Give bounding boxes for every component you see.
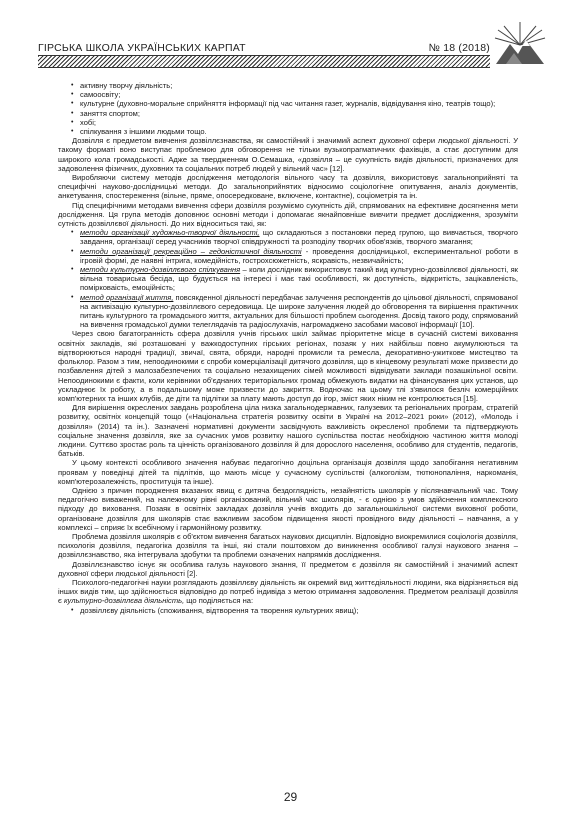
list-item: • заняття спортом; bbox=[71, 109, 518, 118]
header-hatch-rule bbox=[38, 55, 490, 68]
paragraph: Проблема дозвілля школярів є об'єктом вивчення багатьох наукових дисциплін. Відповідно виокремилися соціологія дозвілля, психологія дозвілля, педагогіка дозвілля та інші, які стали поштовхом до виникнення особливої галузі наукового знання – дозвіллєзнавство, яка інтегрувала здобутки та проблеми означених напрямків дослідження. bbox=[58, 531, 518, 560]
leisure-activities-list bbox=[58, 81, 518, 136]
list-item: • хобі; bbox=[71, 118, 518, 127]
paragraph: Для вирішення окреслених завдань розроблена ціла низка загальнодержавних, галузевих та регіональних програм, стратегій розвитку, освітніх концепцій тощо («Національна стратегія розвитку освіти в Україні на 2012–2021 роки» (2012), «Молодь і дозвілля» (2014) та ін.). Зазначені нормативні документи засвідчують важливість окресленої проблеми та підтверджують соціальне значення дозвілля, яке за сучасних умов розвитку нашого суспільства постає необхідною частиною життя молоді людини. Суттєво зростає роль та цінність організованого дозвілля й для дорослого населення, особливо для студентів, педагогів, батьків. bbox=[58, 403, 518, 459]
method-term: методи організації художньо-творчої діяльності, bbox=[80, 228, 260, 238]
paragraph-text: що поділяється на: bbox=[184, 596, 254, 606]
list-item: • культурне (духовно-моральне сприйняття інформації під час читання газет, журналів, відвідування кіно, театрів тощо); bbox=[71, 99, 518, 108]
leisure-types-list bbox=[58, 606, 518, 615]
methods-list bbox=[58, 228, 518, 329]
journal-title: ГІРСЬКА ШКОЛА УКРАЇНСЬКИХ КАРПАТ bbox=[38, 42, 246, 54]
list-item: • спілкування з іншими людьми тощо. bbox=[71, 127, 518, 136]
list-item bbox=[71, 293, 518, 330]
paragraph-text: Психолого-педагогічні науки розглядають дозвіллєву діяльність як окремий вид життєдіяльності людини, яка відрізняється від інших видів тим, що здійснюється відповідно до потреб індивіда з метою отримання задоволення. Предметом реалізації дозвілля є bbox=[58, 577, 518, 606]
method-text: - проведення дослідницької, експериментальної роботи в ігровій формі, де наявні інтрига, комедійність, гострохсюжетність, яскравість, незвичайність; bbox=[80, 246, 518, 265]
list-item bbox=[71, 228, 518, 246]
paragraph: У цьому контексті особливого значення набуває педагогічно доцільна організація дозвілля щодо запобігання негативним проявам у поведінці дітей та підлітків, що мають місце у сучасному суспільстві (алкоголізм, тютюнопаління, наркоманія, комп'ютерозалежність, проституція та інше). bbox=[58, 458, 518, 486]
method-term: метод організації життя, bbox=[80, 292, 174, 302]
method-term: методи організації рекреаційно – гедоністичної діяльності bbox=[80, 246, 302, 256]
method-term: методи культурно-дозвіллєвого спілкування bbox=[80, 265, 241, 275]
method-text: повсякденної діяльності передбачає залучення респондентів до цільової діяльності, спрямованої на активізацію культурно-дозвіллєвого середовища. Це широке залучення людей до обговорення та вирішення практичних питань культурного та громадського життя, актуальних для більшості проблем сьогодення. Досвід такого роду, спрямований на вивчення громадської думки телеглядачів та радіослухачів, нагромаджено засобами масової інформації [10]. bbox=[80, 292, 518, 330]
method-text: що складаються з постановки перед групою, що вивчається, творчого завдання, організації серед учасників творчої співдружності та розподілу творчих обов'язків, творчого змагання; bbox=[80, 228, 519, 247]
list-item bbox=[71, 265, 518, 293]
paragraph: Однією з причин породження вказаних явищ є дитяча бездоглядність, незайнятість школярів у післянавчальний час. Тому педагогічно виважений, на належному рівні організований, вільний час школярів, - є однією з умов здійснення комплексного підходу до виховання. Позаяк в освітніх закладах дозвілля учнів входить до загальношкільної системи виховної роботи, організоване дозвілля для школярів стає важливим засобом підвищення якості провідного виду діяльності – навчання, а у комплексі – сприяє їх всебічному і гармонійному розвитку. bbox=[58, 485, 518, 532]
list-item bbox=[71, 247, 518, 265]
page-number: 29 bbox=[283, 790, 298, 804]
method-text: – коли дослідник використовує такий вид культурно-дозвіллєвої діяльності, як вільна товариська бесіда, що будується на інтересі і має такі особливості, як доступність, відкритість, зацікавленість, помірковаість, емоційність; bbox=[80, 265, 518, 293]
article-body bbox=[58, 81, 518, 615]
list-item: • самоосвіту; bbox=[71, 90, 518, 99]
paragraph: Виробляючи систему методів дослідження методологія вільного часу та дозвілля, використовує загальноприйняті та специфічні науково-дослідницькі методи. До загальноприйнятих відносимо соціологічне опитування, аналіз документів, анкетування, спостереження (вільне, пряме, опосередковане, включене, контактне), соціометрія та ін. bbox=[58, 173, 518, 201]
paragraph: Під специфічними методами вивчення сфери дозвілля розуміємо сукупність дій, спрямованих на ефективне досягнення мети дослідження. Ця група методів доповнює основні методи і допомагає якнайповніше вивчити предмет дослідження, зрозуміти сутність дозвіллєвої діяльності. До них відноситься такі, як: bbox=[58, 200, 518, 229]
paragraph bbox=[58, 578, 518, 606]
journal-logo-icon bbox=[492, 20, 548, 70]
list-item: • активну творчу діяльність; bbox=[71, 81, 518, 90]
paragraph: Через свою багатогранність сфера дозвілля учнів гірських шкіл займає пріоритетне місце в сучасній системі виховання освітніх закладів, які розташовані у важкодоступних гірських регіонах, позаяк у них найбільш повно акумулюються та відтворюються народні традиції, звичаї, свята, обряди, народні промисли та ремесла, декоративно-ужиткове мистецтво та фольклор. Разом з тим, непоодинокими є спроби комерціалізації дитячого дозвілля, що в кінцевому результаті може призвести до позбавлення дітей з малозабезпечених та соціально незахищених сімей можливості відвідувати заклади позашкільної освіти. Непоодинокими є факти, коли керівники об'єднаних територіальних громад обмежують видатки на фінансування цих установ, що ускладнює їх роботу, а в подальшому може призвести до закриття. Водночас на цьому тлі з'явилося безліч комерційних комп'ютерних та інших клубів, де діти та підлітки за плату мають доступ до ігор, зміст яких ніким не контролюється [15]. bbox=[58, 329, 518, 403]
paragraph: Дозвіллєзнавство існує як особлива галузь наукового знання, її предметом є дозвілля як самостійний і значимий аспект духовної сфери людської діяльності [2]. bbox=[58, 559, 518, 578]
running-header bbox=[38, 40, 490, 54]
issue-number: № 18 (2018) bbox=[428, 42, 490, 54]
paragraph: Дозвілля є предметом вивчення дозвіллєзнавства, як самостійний і значимий аспект духовної сфери людської діяльності. У такому форматі воно виступає проблемою для обговорення не тільки вузькопрагматичних фахівців, а стає доступним для широкого кола громадськості. Адже за твердженням О.Семашка, «дозвілля – це сукупність видів діяльності, призначених для задоволення фізичних, духовних та соціальних потреб людей у вільний час» [12]. bbox=[58, 136, 518, 173]
list-item: • дозвіллєву діяльність (споживання, відтворення та творення культурних явищ); bbox=[71, 606, 518, 615]
emphasis-text: культурно-дозвіллєва діяльність, bbox=[63, 596, 185, 606]
